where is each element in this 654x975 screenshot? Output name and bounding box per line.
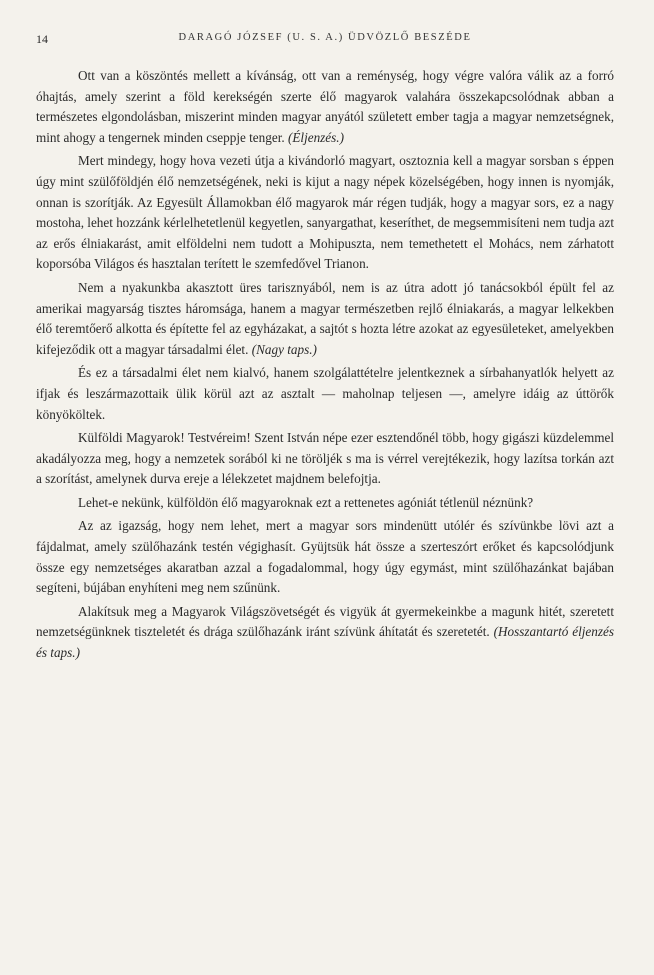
paragraph — [36, 151, 614, 275]
paragraph-text: Külföldi Magyarok! Testvéreim! Szent István népe ezer esztendőnél több, hogy gigászi küzdelemmel akadályozza meg, hogy a nemzetek sorából ki ne töröljék s ma is vérrel verejtékezik, hogy lazítsa torkán azt a szorítást, amelynek durva ereje a lélekzetet majdnem belefojtja. — [36, 430, 614, 487]
paragraph-text: Lehet-e nekünk, külföldön élő magyaroknak ezt a rettenetes agóniát tétlenül néznünk? — [78, 494, 534, 510]
paragraph-text: Nem a nyakunkba akasztott üres tarisznyából, nem is az útra adott jó tanácsokból épült fel az amerikai magyarság tisztes háromsága, hanem a magyar természetben rejlő élniakarás, a magyar lelkekben élő teremtőerő alkotta és építette fel az egyházakat, a sajtót s hozta létre azokat az egyesületeket, amelyekben kifejeződik ott a magyar társadalmi élet. — [36, 279, 614, 357]
paragraph — [36, 602, 614, 664]
paragraph — [36, 493, 614, 514]
body-text — [36, 66, 614, 664]
paragraph-text: Ott van a köszöntés mellett a kívánság, ott van a reménység, hogy végre valóra válik az a forró óhajtás, amely szerint a föld kerekségén szerte élő magyarok valahára összekapcsolódnak abban a természetes elgondolásban, miszerint minden magyar anyától született ember tagja a magyar nemzetségnek, mint ahogy a tengernek minden cseppje tenger. — [36, 68, 614, 145]
audience-reaction: (Éljenzés.) — [287, 129, 344, 145]
page-header — [36, 32, 614, 50]
paragraph — [36, 428, 614, 490]
paragraph — [36, 66, 614, 148]
paragraph — [36, 363, 614, 425]
paragraph-text: Mert mindegy, hogy hova vezeti útja a kivándorló magyart, osztoznia kell a magyar sorsban s éppen úgy mint szülőföldjén élő nemzetségének, neki is kijut a nagy népek közelségében, hogy innen is nyomják, onnan is szorítják. Az Egyesült Államokban élő magyarok már régen tudják, hogy a magyar sors, ez a nagy mostoha, lehet hozzánk kérlelhetetlenül kegyetlen, sanyargathat, keseríthet, de megsemmisíteni nem tudja azt az erős élniakarást, amit elföldelni nem tudott a Mohipuszta, nem temethetett el Mohács, nem zárhatott koporsóba Világos és hasztalan terített le szemfedővel Trianon. — [36, 153, 614, 272]
paragraph — [36, 278, 614, 360]
audience-reaction: (Hosszantartó éljenzés és taps.) — [36, 624, 614, 661]
page-number: 14 — [36, 32, 48, 46]
running-head: DARAGÓ JÓZSEF (U. S. A.) ÜDVÖZLŐ BESZÉDE — [178, 32, 472, 43]
paragraph-text: Alakítsuk meg a Magyarok Világszövetségét és vigyük át gyermekeinkbe a magunk hitét, szeretett nemzetségünknek tiszteletét és drága szülőhazánk iránt szívünk áhítatát és szeretetét. — [36, 603, 614, 640]
paragraph — [36, 516, 614, 598]
paragraph-text: És ez a társadalmi élet nem kialvó, hanem szolgálattételre jelentkeznek a sírbahanyatlók helyett az ifjak és leszármazottaik ülik körül azt az asztalt — maholnap teljesen —, amelyre idáig az úttörők könyököltek. — [36, 365, 614, 422]
audience-reaction: (Nagy taps.) — [251, 341, 317, 357]
paragraph-text: Az az igazság, hogy nem lehet, mert a magyar sors mindenütt utólér és szívünkbe lövi azt a fájdalmat, amely szülőhazánk testén végighasít. Gyüjtsük hát össze a szerteszórt erőket és kapcsolódjunk össze egy nemzetséges akaratban azzal a fogadalommal, hogy úgy egymást, mint szülőhazánkat bajában segíteni, bújában enyhíteni meg nem szűnünk. — [36, 518, 614, 596]
